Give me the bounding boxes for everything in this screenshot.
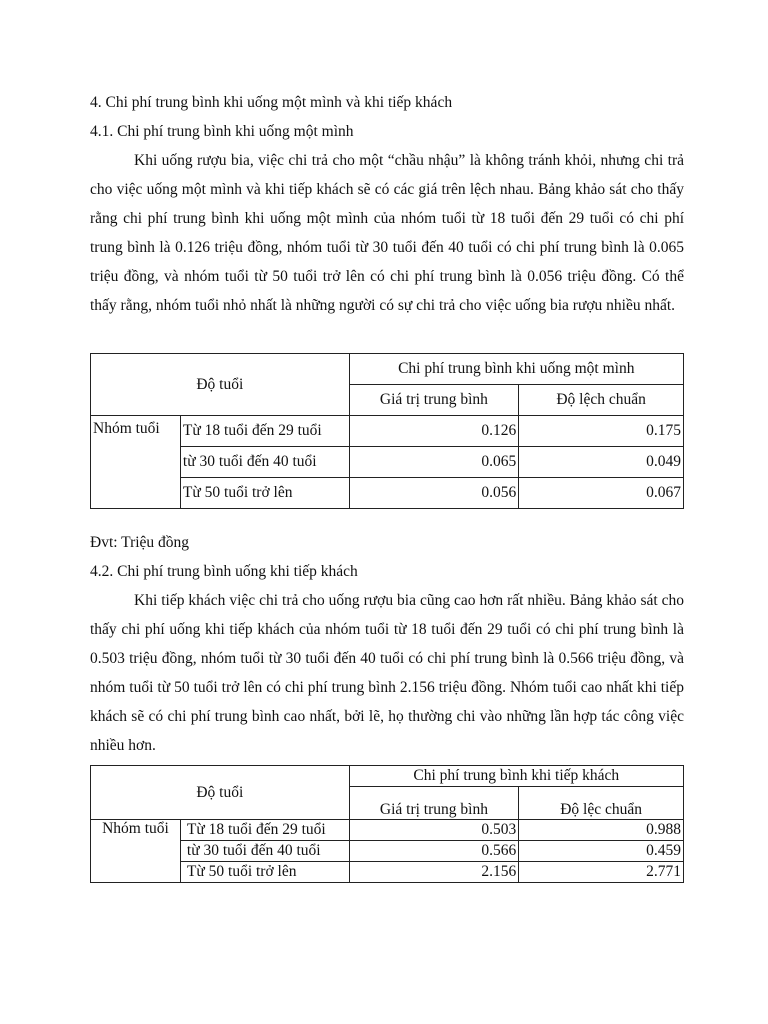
table-row xyxy=(91,820,684,841)
table-cost-alone xyxy=(90,353,684,509)
table2-mean-value: 2.156 xyxy=(349,862,519,883)
table1-age-header: Độ tuổi xyxy=(91,354,350,416)
table2-row-label: từ 30 tuổi đến 40 tuổi xyxy=(180,841,349,862)
table2-sd-header: Độ lệc chuẩn xyxy=(519,787,684,820)
table2-mean-header: Giá trị trung bình xyxy=(349,787,519,820)
table2-row-label: Từ 50 tuổi trở lên xyxy=(180,862,349,883)
table1-row-label: Từ 18 tuổi đến 29 tuổi xyxy=(180,416,349,447)
table-cost-guests xyxy=(90,765,684,883)
table1-mean-value: 0.065 xyxy=(349,447,519,478)
table1-mean-value: 0.056 xyxy=(349,478,519,509)
section-4-2-paragraph: Khi tiếp khách việc chi trả cho uống rượu bia cũng cao hơn rất nhiều. Bảng khảo sát cho thấy chi phí uống khi tiếp khách của nhóm tuổi từ 18 tuổi đến 29 tuổi có chi phí trung bình là 0.503 triệu đồng, nhóm tuổi từ 30 tuổi đến 40 tuổi có chi phí trung bình là 0.566 triệu đồng, và nhóm tuổi từ 50 tuổi trở lên có chi phí trung bình 2.156 triệu đồng. Nhóm tuổi cao nhất khi tiếp khách sẽ có chi phí trung bình cao nhất, bởi lẽ, họ thường chi vào những lần hợp tác công việc nhiều hơn. xyxy=(90,592,684,754)
table-row xyxy=(91,478,684,509)
table1-group-label: Nhóm tuổi xyxy=(91,416,181,509)
table-row xyxy=(91,841,684,862)
section-4-heading: 4. Chi phí trung bình khi uống một mình và khi tiếp khách xyxy=(90,94,453,111)
section-4-2-heading: 4.2. Chi phí trung bình uống khi tiếp khách xyxy=(90,563,358,580)
section-4-1-paragraph: Khi uống rượu bia, việc chi trả cho một “chầu nhậu” là không tránh khỏi, nhưng chi trả cho việc uống một mình và khi tiếp khách sẽ có các giá trên lệch nhau. Bảng khảo sát cho thấy rằng chi phí trung bình khi uống một mình của nhóm tuổi từ 18 tuổi đến 29 tuổi có chi phí trung bình là 0.126 triệu đồng, nhóm tuổi từ 30 tuổi đến 40 tuổi có chi phí trung bình là 0.065 triệu đồng, và nhóm tuổi từ 50 tuổi trở lên có chi phí trung bình là 0.056 triệu đồng. Có thể thấy rằng, nhóm tuổi nhỏ nhất là những người có sự chi trả cho việc uống bia rượu nhiều nhất. xyxy=(90,152,684,314)
table1-row-label: từ 30 tuổi đến 40 tuổi xyxy=(180,447,349,478)
table1-mean-header: Giá trị trung bình xyxy=(349,385,519,416)
table2-sd-value: 0.988 xyxy=(519,820,684,841)
table1-mean-value: 0.126 xyxy=(349,416,519,447)
table1-sd-value: 0.067 xyxy=(519,478,684,509)
table-row xyxy=(91,447,684,478)
table2-group-header: Chi phí trung bình khi tiếp khách xyxy=(349,766,683,787)
table1-sd-value: 0.175 xyxy=(519,416,684,447)
section-4-1-heading: 4.1. Chi phí trung bình khi uống một mình xyxy=(90,123,354,140)
table-row xyxy=(91,862,684,883)
unit-note: Đvt: Triệu đồng xyxy=(90,534,190,551)
table2-mean-value: 0.566 xyxy=(349,841,519,862)
table1-group-header: Chi phí trung bình khi uống một mình xyxy=(349,354,683,385)
table2-sd-value: 0.459 xyxy=(519,841,684,862)
table2-row-label: Từ 18 tuổi đến 29 tuổi xyxy=(180,820,349,841)
table1-row-label: Từ 50 tuổi trở lên xyxy=(180,478,349,509)
table1-sd-header: Độ lệch chuẩn xyxy=(519,385,684,416)
table-row xyxy=(91,416,684,447)
table2-sd-value: 2.771 xyxy=(519,862,684,883)
table2-group-label: Nhóm tuổi xyxy=(91,820,181,883)
table2-mean-value: 0.503 xyxy=(349,820,519,841)
table1-sd-value: 0.049 xyxy=(519,447,684,478)
table2-age-header: Độ tuổi xyxy=(91,766,350,820)
